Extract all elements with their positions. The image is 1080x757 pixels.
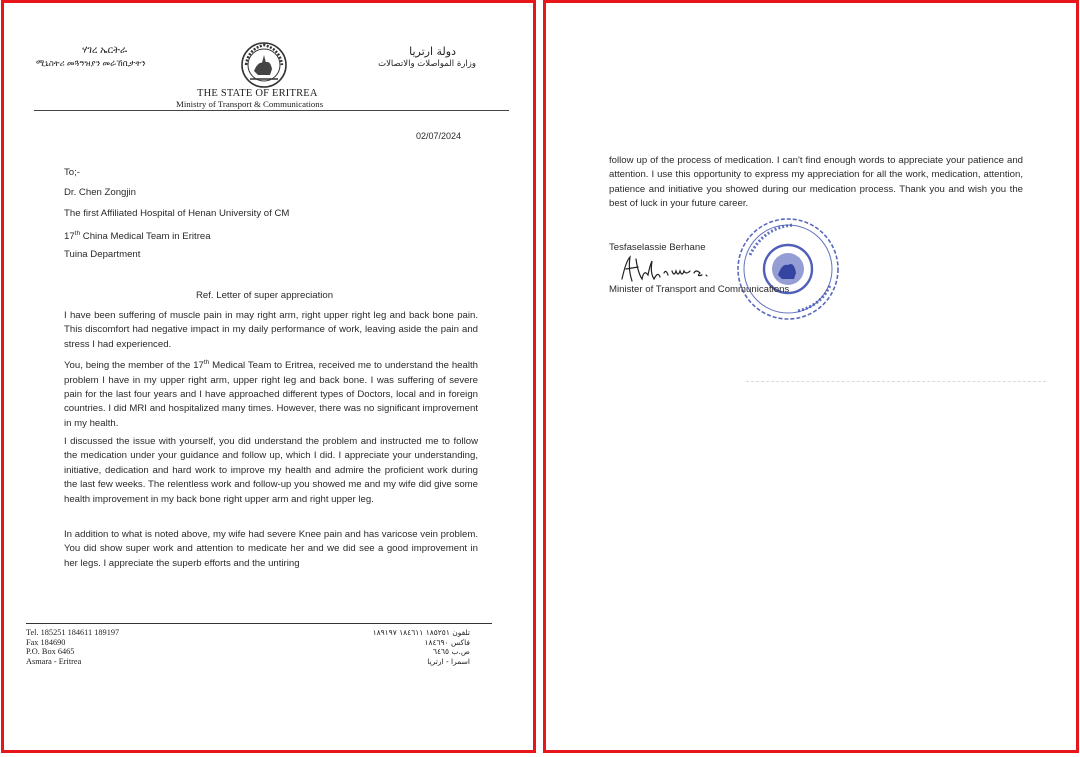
letter-paragraph-4: In addition to what is noted above, my wife had severe Knee pain and has varicose vein problem. You did show super work and attention to medicate her and we did see a good improvement in her legs. I appreciate the superb efforts and the untiring	[64, 529, 478, 569]
footer-city: Asmara - Eritrea	[26, 656, 82, 666]
footer-city-arabic: اسمرا - ارتريا	[427, 656, 470, 666]
footer-contact-arabic	[344, 628, 470, 666]
footer-tel-arabic: تلفون ١٨٥٢٥١ ١٨٤٦١١ ١٨٩١٩٧	[372, 628, 470, 637]
header-arabic-line1: دولة ارتريا	[409, 45, 456, 58]
footer-fax-arabic: فاكس ١٨٤٦٩٠	[424, 637, 470, 647]
state-emblem-icon	[240, 41, 288, 89]
letter-continuation: follow up of the process of medication. I can't find enough words to appreciate your patience and attention. I use this opportunity to express my appreciation for all the work, medication, attention, patience and initiative you showed during our medication process. Thank you and wish you the best of luck in your future career.	[609, 155, 1023, 210]
header-divider	[34, 110, 509, 111]
ministry-name: Ministry of Transport & Communications	[176, 99, 324, 109]
letter-reference: Ref. Letter of super appreciation	[196, 290, 334, 301]
footer-contact-english	[26, 628, 119, 666]
footer-fax: Fax 184690	[26, 637, 66, 647]
letter-page-2	[543, 0, 1079, 753]
letter-paragraph-2: You, being the member of the 17th Medical Team to Eritrea, received me to understand the health problem I have in my upper right arm, upper right leg and back bone. I was suffering of severe pain for the last four years and I have approached different types of Doctors, local and in foreign countries. I did MRI and hospitalized many times. However, there was no significant improvement in my health.	[64, 359, 478, 429]
recipient-department: Tuina Department	[64, 249, 141, 260]
letter-paragraph-1: I have been suffering of muscle pain in may right arm, right upper right leg and back bone pain. This discomfort had negative impact in my daily performance of work, leaving aside the pain and stress I had experienced.	[64, 310, 478, 350]
footer-pobox: P.O. Box 6465	[26, 647, 75, 657]
recipient-team: 17th China Medical Team in Eritrea	[64, 230, 211, 243]
header-tigrinya-line2: ሚኒስትሪ መጓዓዝያን መራኸቢታትን	[36, 58, 146, 68]
state-name: THE STATE OF ERITREA	[197, 88, 318, 99]
letter-page-1	[1, 0, 536, 753]
footer-tel: Tel. 185251 184611 189197	[26, 628, 120, 637]
recipient-to: To;-	[64, 167, 80, 178]
letter-paragraph-3: I discussed the issue with yourself, you did understand the problem and instructed me to follow the medication under your guidance and follow up, which I did. I appreciate your understanding, initiative, dedication and hard work to improve my health and admire the proficient work during the last few weeks. The relentless work and follow-up you showed me and my wife did give some health improvement in my back bone right upper arm and right upper leg.	[64, 436, 478, 505]
header-tigrinya-line1: ሃገረ ኤርትራ	[82, 45, 128, 56]
recipient-name: Dr. Chen Zongjin	[64, 187, 136, 198]
letter-date: 02/07/2024	[416, 131, 462, 141]
handwritten-signature	[616, 251, 726, 287]
footer-pobox-arabic: ص.ب ٦٤٦٥	[432, 647, 470, 657]
recipient-hospital: The first Affiliated Hospital of Henan University of CM	[64, 208, 290, 219]
signer-title: Minister of Transport and Communications	[609, 284, 790, 295]
header-arabic-line2: وزارة المواصلات والاتصالات	[378, 59, 476, 69]
faint-fold-line	[746, 381, 1046, 382]
footer-divider	[26, 623, 492, 624]
signer-name: Tesfaselassie Berhane	[609, 242, 706, 253]
official-stamp-icon	[734, 215, 842, 323]
